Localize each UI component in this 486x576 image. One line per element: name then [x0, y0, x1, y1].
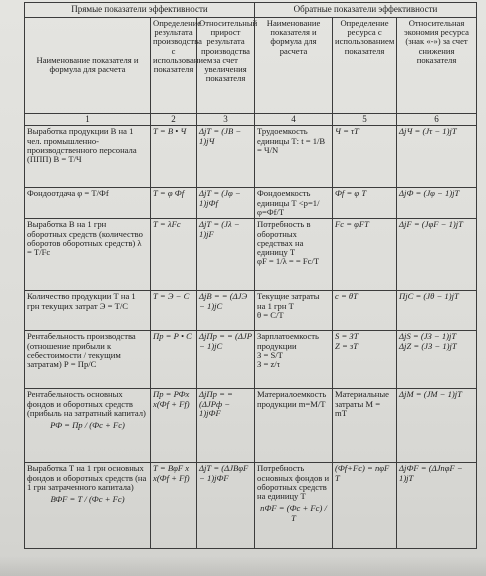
- col5-header: Определение ресурса с использованием показателя: [333, 17, 397, 113]
- growth-formula: ΔjТ = (Jφ − 1)jФf: [197, 188, 255, 219]
- column-number: 5: [333, 113, 397, 126]
- group-header-row: [25, 3, 477, 18]
- table-row: [25, 331, 477, 389]
- table-row: [25, 463, 477, 549]
- indicator-cell: [25, 463, 151, 549]
- resource-formula: Фf = φ Т: [333, 188, 397, 219]
- inverse-indicator-name: Зарплатоемкость продукции З = S/Т З = z/τ: [255, 331, 333, 389]
- saving-formula: ΔjЧ = (Jτ − 1)jТ: [397, 126, 477, 188]
- efficiency-indicators-table: [24, 2, 477, 549]
- growth-formula: ΔjТ = (JВ − 1)jЧ: [197, 126, 255, 188]
- column-number: 1: [25, 113, 151, 126]
- indicator-name: Рентабельность производства (отношение прибыли к себестоимости / текущим затратам) Р = Пр/С: [25, 331, 151, 389]
- indicator-name: Количество продукции Т на 1 грн текущих затрат Э = Т/С: [25, 291, 151, 331]
- col2-header: Определение результата производства с использованием показателя: [151, 17, 197, 113]
- col4-header: Наименование показателя и формула для расчета: [255, 17, 333, 113]
- column-number: 3: [197, 113, 255, 126]
- indicator-name: Выработка Т на 1 грн основных фондов и оборотных средств (на 1 грн затраченного капитала): [27, 463, 147, 492]
- inverse-indicator-name: Текущие затраты на 1 грн Т θ = С/Т: [255, 291, 333, 331]
- saving-formula: ΔjФ = (Jφ − 1)jТ: [397, 188, 477, 219]
- result-formula: Пр = РФх х(Фf + Ff): [151, 389, 197, 463]
- growth-formula: ΔjПр = = (ΔJР − 1)jС: [197, 331, 255, 389]
- indicator-cell: [25, 389, 151, 463]
- column-number-row: [25, 113, 477, 126]
- indicator-name: Выработка продукции В на 1 чел. промышленно-производственного персонала (ППП) В = Т/Ч: [25, 126, 151, 188]
- resource-formula: Ч = τТ: [333, 126, 397, 188]
- table-row: [25, 126, 477, 188]
- inverse-indicator-name: Трудоемкость единицы Т: t = 1/В = Ч/N: [255, 126, 333, 188]
- growth-formula: ΔjТ = (Jλ − 1)jF: [197, 219, 255, 291]
- indicator-name: Выработка В на 1 грн оборотных средств (количество оборотов оборотных средств) λ = Т/Fc: [25, 219, 151, 291]
- result-formula: Т = Э − С: [151, 291, 197, 331]
- saving-formula: ΠjС = (Jθ − 1)jТ: [397, 291, 477, 331]
- col6-header: Относительная экономия ресурса (знак «-») за счет снижения показателя: [397, 17, 477, 113]
- indicator-name: Рентабельность основных фондов и оборотных средств (прибыль на затратный капитал): [27, 389, 146, 418]
- resource-formula: с = θТ: [333, 291, 397, 331]
- column-number: 4: [255, 113, 333, 126]
- result-formula: Т = В • Ч: [151, 126, 197, 188]
- col1-header: Наименование показателя и формула для расчета: [25, 17, 151, 113]
- result-formula: Т = φ Фf: [151, 188, 197, 219]
- table-row: [25, 291, 477, 331]
- column-number: 6: [397, 113, 477, 126]
- table-row: [25, 219, 477, 291]
- saving-formula: ΔjФF = (ΔJnφF − 1)jТ: [397, 463, 477, 549]
- table-row: [25, 389, 477, 463]
- inverse-indicator-name: Материалоемкость продукции m=М/Т: [255, 389, 333, 463]
- page-bottom-shadow: [0, 556, 486, 576]
- table-row: [25, 188, 477, 219]
- indicator-formula: РФ = Пр / (Фс + Fc): [50, 420, 125, 431]
- indicator-formula: ВФF = Т / (Фс + Fc): [50, 494, 125, 505]
- resource-formula: S = ЗТ Z = зТ: [333, 331, 397, 389]
- inverse-indicator-name: Фондоемкость единицы Т <p=1/φ=Фf/Т: [255, 188, 333, 219]
- growth-formula: ΔjВ = = (ΔJЭ − 1)jС: [197, 291, 255, 331]
- inverse-indicator-formula: nФF = (Фс + Fc) / Т: [260, 503, 327, 523]
- growth-formula: ΔjТ = (ΔJВφF − 1)jФF: [197, 463, 255, 549]
- inverse-indicator-name: Потребность основных фондов и оборотных средств на единицу Т: [257, 463, 330, 502]
- saving-formula: ΔjS = (JЗ − 1)jТ ΔjZ = (JЗ − 1)jТ: [397, 331, 477, 389]
- saving-formula: ΔjF = (JφF − 1)jТ: [397, 219, 477, 291]
- inverse-indicator-cell: [255, 463, 333, 549]
- indicator-name: Фондоотдача φ = Т/Фf: [25, 188, 151, 219]
- inverse-indicator-name: Потребность в оборотных средствах на единицу Т φF = 1/λ = = Fc/Т: [255, 219, 333, 291]
- group-direct-header: Прямые показатели эффективности: [25, 3, 255, 18]
- result-formula: Т = ВφF х х(Фf + Ff): [151, 463, 197, 549]
- result-formula: Пр = Р • С: [151, 331, 197, 389]
- column-header-row: [25, 17, 477, 113]
- result-formula: Т = λFc: [151, 219, 197, 291]
- col3-header: Относительный прирост результата производства за счет увеличения показателя: [197, 17, 255, 113]
- resource-formula: Материальные затраты М = mТ: [333, 389, 397, 463]
- column-number: 2: [151, 113, 197, 126]
- saving-formula: ΔjМ = (JМ − 1)jТ: [397, 389, 477, 463]
- resource-formula: (Фf+Fc) = nφF Т: [333, 463, 397, 549]
- growth-formula: ΔjПр = = (ΔJРф − 1)jФF: [197, 389, 255, 463]
- group-inverse-header: Обратные показатели эффективности: [255, 3, 477, 18]
- resource-formula: Fc = φFТ: [333, 219, 397, 291]
